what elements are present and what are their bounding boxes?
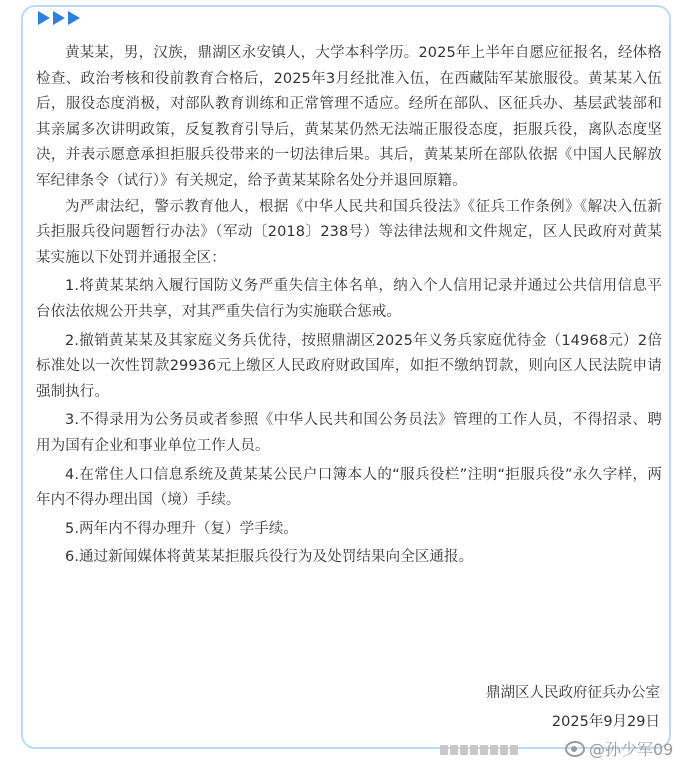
redaction-marks xyxy=(440,745,518,755)
paragraph-background: 黄某某，男，汉族，鼎湖区永安镇人，大学本科学历。2025年上半年自愿应征报名，经体格检查、政治考核和役前教育合格后，2025年3月经批准入伍，在西藏陆军某旅服役。黄某某入伍后，服役态度消极，对部队教育训练和正常管理不适应。经所在部队、区征兵办、基层武装部和其亲属多次讲明政策，反复教育引导后，黄某某仍然无法端正服役态度，拒服兵役，离队态度坚决，并表示愿意承担拒服兵役带来的一切法律后果。其后，黄某某所在部队依据《中国人民解放军纪律条令（试行）》有关规定，给予黄某某除名处分并退回原籍。 xyxy=(36,45,662,189)
issuing-office: 鼎湖区人民政府征兵办公室 xyxy=(486,685,660,701)
arrow-icon xyxy=(38,11,50,25)
arrow-icon xyxy=(68,11,80,25)
penalty-item: 4.在常住人口信息系统及黄某某公民户口簿本人的“服兵役栏”注明“拒服兵役”永久字样，两年内不得办理出国（境）手续。 xyxy=(36,466,662,509)
penalty-item: 5.两年内不得办理升（复）学手续。 xyxy=(65,520,299,537)
issue-date: 2025年9月29日 xyxy=(551,714,660,730)
signature-block xyxy=(486,679,660,737)
weibo-icon xyxy=(565,741,585,757)
penalty-item: 3.不得录用为公务员或者参照《中华人民共和国公务员法》管理的工作人员，不得招录、聘用为国有企业和事业单位工作人员。 xyxy=(36,412,662,454)
penalty-item: 6.通过新闻媒体将黄某某拒服兵役行为及处罚结果向全区通报。 xyxy=(65,549,474,566)
penalty-item: 2.撤销黄某某及其家庭义务兵优待，按照鼎湖区2025年义务兵家庭优待金（14968元）2倍标准处以一次性罚款29936元上缴区人民政府财政国库，如拒不缴纳罚款，则向区人民法院申请强制执行。 xyxy=(36,332,662,400)
notice-body xyxy=(36,41,662,571)
header-arrows xyxy=(38,11,80,25)
paragraph-basis: 为严肃法纪，警示教育他人，根据《中华人民共和国兵役法》《征兵工作条例》《解决入伍新兵拒服兵役问题暂行办法》（军动〔2018〕238号）等法律法规和文件规定，区人民政府对黄某某实施以下处罚并通报全区： xyxy=(36,198,662,266)
watermark-text: @孙少军09 xyxy=(589,740,674,759)
arrow-icon xyxy=(53,11,65,25)
penalty-item: 1.将黄某某纳入履行国防义务严重失信主体名单，纳入个人信用记录并通过公共信用信息平台依法依规公开共享，对其严重失信行为实施联合惩戒。 xyxy=(36,278,662,320)
watermark xyxy=(565,737,673,760)
